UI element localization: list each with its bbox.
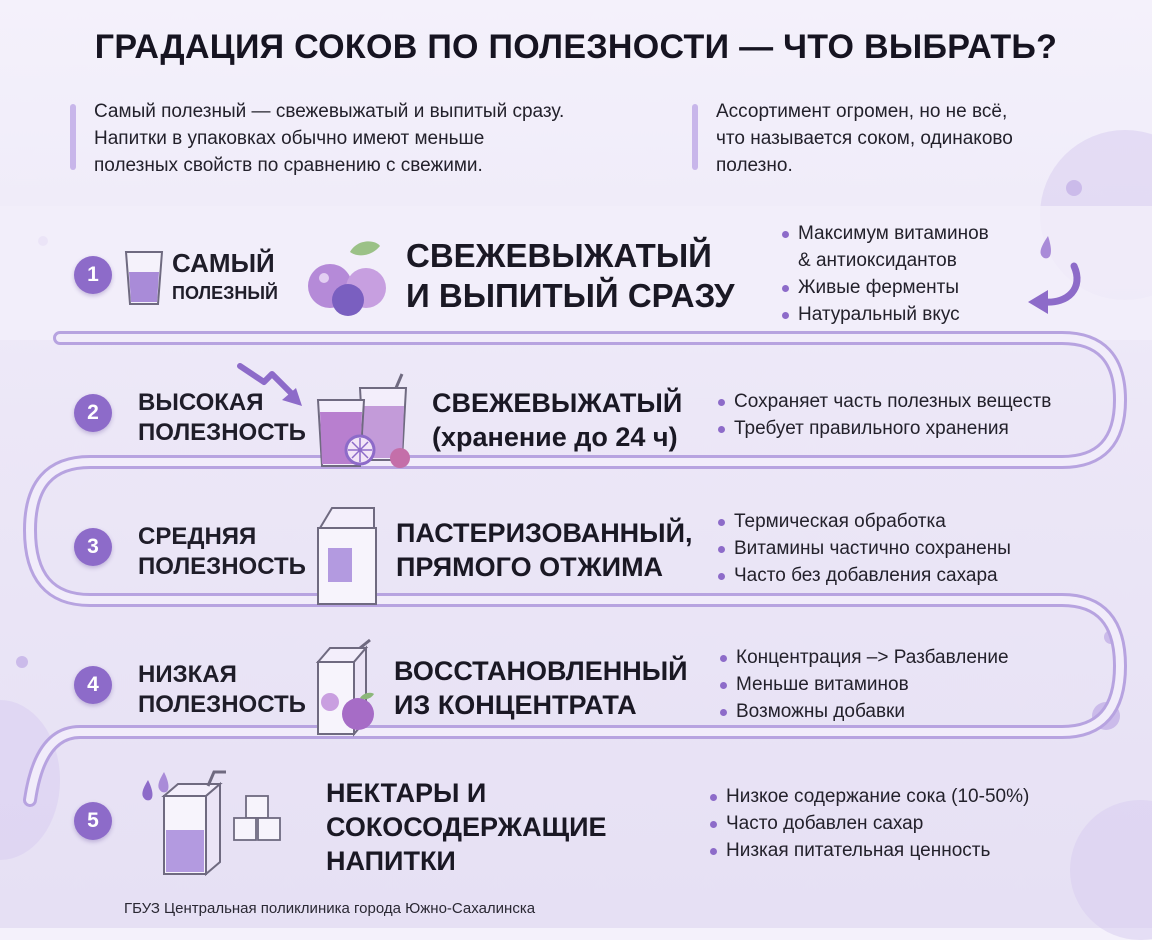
benefit-list [716,388,1051,442]
intro-left-line: полезных свойств по сравнению с свежими. [94,155,483,176]
page-title: ГРАДАЦИЯ СОКОВ ПО ПОЛЕЗНОСТИ — ЧТО ВЫБРАТЬ? [94,28,1058,66]
intro-right-line: Ассортимент огромен, но не всё, [716,101,1008,122]
benefit-item: Требует правильного хранения [716,415,1051,442]
benefit-item: Концентрация –> Разбавление [718,644,1009,671]
trend-down-arrow-icon [238,360,308,410]
juice-kind-line: (хранение до 24 ч) [432,422,678,452]
benefit-list [780,220,989,328]
level-label-line: ПОЛЕЗНЫЙ [172,283,278,303]
level-label-line: СРЕДНЯЯ [138,523,257,550]
level-number: 3 [74,528,112,566]
level-number: 2 [74,394,112,432]
juice-kind-line: ПРЯМОГО ОТЖИМА [396,552,664,582]
juice-kind [406,236,735,316]
footer-source: ГБУЗ Центральная поликлиника города Южно-Сахалинска [124,900,536,917]
level-label-line: САМЫЙ [172,248,275,278]
level-label-line: ПОЛЕЗНОСТЬ [138,691,306,718]
benefit-list [708,783,1029,864]
drink-box-sugar-icon [134,770,294,880]
berries-icon [302,238,392,318]
level-label-line: НИЗКАЯ [138,661,237,688]
juice-kind-line: ВОССТАНОВЛЕННЫЙ [394,656,688,686]
intro-right-line: что называется соком, одинаково [716,128,1013,149]
juice-kind-line: СОКОСОДЕРЖАЩИЕ [326,812,607,842]
juice-kind-line: СВЕЖЕВЫЖАТЫЙ [432,388,683,418]
benefit-item: Низкая питательная ценность [708,837,1029,864]
level-label-line: ВЫСОКАЯ [138,389,264,416]
level-number: 4 [74,666,112,704]
benefit-item: Часто добавлен сахар [708,810,1029,837]
juice-box-icon [314,640,386,740]
juice-kind-line: ПАСТЕРИЗОВАННЫЙ, [396,518,693,548]
juice-glasses-icon [316,372,420,468]
intro-left-line: Самый полезный — свежевыжатый и выпитый сразу. [94,101,565,122]
carton-icon [314,504,380,606]
benefit-item: Термическая обработка [716,508,1011,535]
benefit-item: Возможны добавки [718,698,1009,725]
level-label [138,522,306,582]
benefit-list [718,644,1009,725]
juice-kind [326,776,607,878]
juice-kind-line: ИЗ КОНЦЕНТРАТА [394,690,637,720]
juice-kind-line: НАПИТКИ [326,846,456,876]
level-label-line: ПОЛЕЗНОСТЬ [138,553,306,580]
benefit-item: Витамины частично сохранены [716,535,1011,562]
benefit-item: Натуральный вкус [780,301,989,328]
curved-arrow-icon [1022,232,1092,322]
benefit-list [716,508,1011,589]
juice-kind [432,386,682,454]
intro-left-line: Напитки в упаковках обычно имеют меньше [94,128,485,149]
juice-kind-line: СВЕЖЕВЫЖАТЫЙ [406,237,712,274]
benefit-item-continued: & антиоксидантов [798,250,957,271]
benefit-item: Низкое содержание сока (10-50%) [708,783,1029,810]
benefit-item: Сохраняет часть полезных веществ [716,388,1051,415]
intro-right-line: полезно. [716,155,793,176]
level-label-line: ПОЛЕЗНОСТЬ [138,419,306,446]
level-number: 5 [74,802,112,840]
benefit-item: Живые ферменты [780,274,989,301]
level-label [172,248,278,308]
juice-kind-line: И ВЫПИТЫЙ СРАЗУ [406,277,735,314]
level-number: 1 [74,256,112,294]
benefit-item: Меньше витаминов [718,671,1009,698]
juice-kind [394,654,688,722]
juice-kind [396,516,693,584]
benefit-item: Максимум витаминов [780,220,989,247]
juice-kind-line: НЕКТАРЫ И [326,778,487,808]
benefit-item: Часто без добавления сахара [716,562,1011,589]
glass-icon [124,250,164,306]
level-label [138,660,306,720]
